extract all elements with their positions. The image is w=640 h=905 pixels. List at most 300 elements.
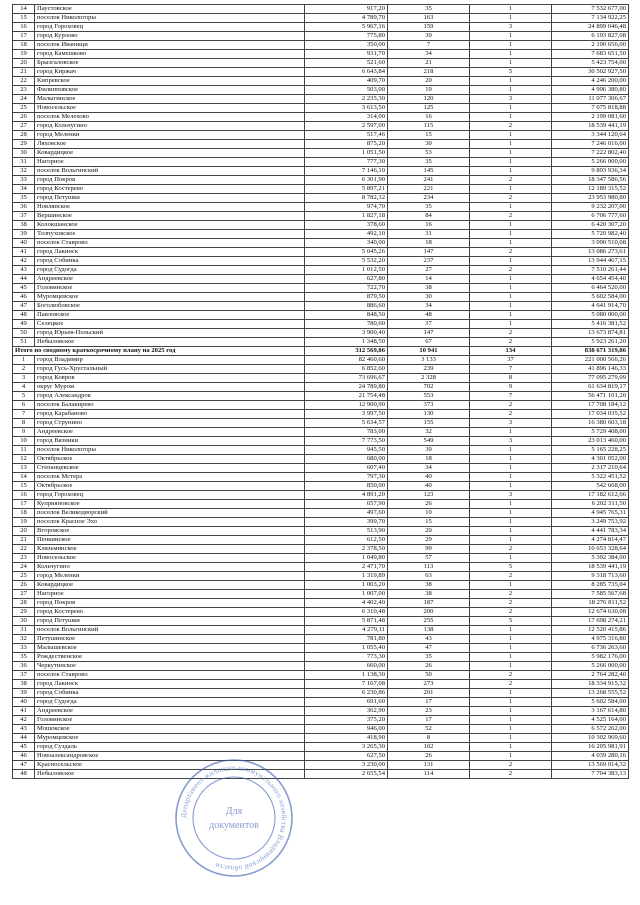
residents-count: 35: [388, 5, 470, 14]
table-row: [13, 410, 629, 419]
row-number: 44: [13, 275, 35, 284]
buildings-count: 2: [470, 266, 552, 275]
municipality-name: Кольчугино: [35, 563, 305, 572]
area-value: 691,60: [305, 698, 388, 707]
table-row: [13, 662, 629, 671]
row-number: 18: [13, 509, 35, 518]
cost-value: 2 317 210,64: [552, 464, 629, 473]
table-row: [13, 626, 629, 635]
row-number: 4: [13, 383, 35, 392]
stamp-center-text-1: Для: [225, 806, 243, 817]
table-row: [13, 590, 629, 599]
row-number: 18: [13, 41, 35, 50]
area-value: 6 310,48: [305, 608, 388, 617]
residents-count: 16: [388, 221, 470, 230]
total-cost: 838 671 319,86: [552, 347, 629, 356]
table-row: [13, 104, 629, 113]
row-number: 31: [13, 626, 35, 635]
municipality-name: поселок Красное Эхо: [35, 518, 305, 527]
area-value: 492,10: [305, 230, 388, 239]
area-value: 24 789,80: [305, 383, 388, 392]
cost-value: 6 736 263,60: [552, 644, 629, 653]
row-number: 39: [13, 230, 35, 239]
cost-value: 6 193 827,08: [552, 32, 629, 41]
residents-count: 67: [388, 338, 470, 347]
residents-count: 130: [388, 410, 470, 419]
row-number: 50: [13, 329, 35, 338]
buildings-count: 1: [470, 77, 552, 86]
area-value: 1 055,40: [305, 644, 388, 653]
area-value: 5 967,16: [305, 23, 388, 32]
buildings-count: 1: [470, 653, 552, 662]
row-number: 22: [13, 545, 35, 554]
table-row: [13, 419, 629, 428]
residents-count: 43: [388, 635, 470, 644]
buildings-count: 1: [470, 50, 552, 59]
cost-value: 4 945 765,31: [552, 509, 629, 518]
area-value: 6 643,84: [305, 68, 388, 77]
cost-value: 5 923 261,20: [552, 338, 629, 347]
buildings-count: 9: [470, 383, 552, 392]
municipality-name: поселок Ставрово: [35, 239, 305, 248]
cost-value: 17 034 035,52: [552, 410, 629, 419]
area-value: 612,50: [305, 536, 388, 545]
area-value: 607,40: [305, 464, 388, 473]
cost-value: 542 668,00: [552, 482, 629, 491]
buildings-count: 2: [470, 410, 552, 419]
cost-value: 5 729 408,00: [552, 428, 629, 437]
municipality-name: город Покров: [35, 599, 305, 608]
residents-count: 21: [388, 59, 470, 68]
cost-value: 13 086 273,61: [552, 248, 629, 257]
buildings-count: 2: [470, 194, 552, 203]
buildings-count: 1: [470, 320, 552, 329]
residents-count: 23: [388, 707, 470, 716]
municipality-name: Красносельское: [35, 761, 305, 770]
area-value: 974,70: [305, 203, 388, 212]
row-number: 28: [13, 599, 35, 608]
table-row: [13, 392, 629, 401]
buildings-count: 5: [470, 617, 552, 626]
table-row: [13, 131, 629, 140]
row-number: 23: [13, 554, 35, 563]
municipality-name: город Судогда: [35, 266, 305, 275]
cost-value: 13 673 874,81: [552, 329, 629, 338]
buildings-count: 1: [470, 5, 552, 14]
area-value: 657,90: [305, 500, 388, 509]
row-number: 26: [13, 113, 35, 122]
table-row: [13, 230, 629, 239]
stamp-ring-text-path: Департамент жилищно-коммунального хозяйства Владимирской области: [178, 762, 290, 874]
table-row: [13, 554, 629, 563]
area-value: 4 789,70: [305, 14, 388, 23]
cost-value: 7 585 567,68: [552, 590, 629, 599]
document-sheet: [12, 4, 628, 779]
table-row: [13, 77, 629, 86]
buildings-count: 1: [470, 518, 552, 527]
residents-count: 84: [388, 212, 470, 221]
residents-count: 34: [388, 50, 470, 59]
table-row: [13, 23, 629, 32]
table-row: [13, 320, 629, 329]
municipality-name: Селецкое: [35, 320, 305, 329]
table-row: [13, 122, 629, 131]
buildings-count: 7: [470, 365, 552, 374]
table-row: [13, 221, 629, 230]
area-value: 497,60: [305, 509, 388, 518]
municipality-name: поселок Балакирево: [35, 401, 305, 410]
residents-count: 26: [388, 500, 470, 509]
residents-count: 17: [388, 698, 470, 707]
row-number: 1: [13, 356, 35, 365]
row-number: 29: [13, 140, 35, 149]
buildings-count: 1: [470, 464, 552, 473]
cost-value: 7 134 922,25: [552, 14, 629, 23]
area-value: 848,50: [305, 311, 388, 320]
row-number: 38: [13, 680, 35, 689]
cost-value: 12 520 415,86: [552, 626, 629, 635]
municipality-name: город Петушки: [35, 194, 305, 203]
area-value: 660,00: [305, 662, 388, 671]
row-number: 51: [13, 338, 35, 347]
buildings-count: 1: [470, 185, 552, 194]
area-value: 5 045,26: [305, 248, 388, 257]
table-row: [13, 284, 629, 293]
table-row: [13, 86, 629, 95]
buildings-count: 1: [470, 689, 552, 698]
residents-count: 34: [388, 464, 470, 473]
municipality-name: Новоалександровское: [35, 752, 305, 761]
residents-count: 35: [388, 203, 470, 212]
area-value: 3 997,50: [305, 410, 388, 419]
residents-count: 30: [388, 293, 470, 302]
municipality-name: город Покров: [35, 176, 305, 185]
buildings-count: 1: [470, 131, 552, 140]
cost-value: 18 347 586,56: [552, 176, 629, 185]
cost-value: 77 095 279,09: [552, 374, 629, 383]
buildings-count: 3: [470, 437, 552, 446]
residents-count: 57: [388, 554, 470, 563]
area-value: 340,00: [305, 239, 388, 248]
municipality-name: Небыловское: [35, 338, 305, 347]
cost-value: 7 704 383,13: [552, 770, 629, 779]
cost-value: 17 708 184,12: [552, 401, 629, 410]
table-row: [13, 248, 629, 257]
cost-value: 6 202 311,50: [552, 500, 629, 509]
cost-value: 7 683 651,50: [552, 50, 629, 59]
buildings-count: 1: [470, 203, 552, 212]
row-number: 15: [13, 14, 35, 23]
row-number: 47: [13, 761, 35, 770]
buildings-count: 1: [470, 554, 552, 563]
cost-value: 9 232 207,00: [552, 203, 629, 212]
row-number: 27: [13, 590, 35, 599]
buildings-count: 2: [470, 338, 552, 347]
buildings-count: 2: [470, 122, 552, 131]
buildings-count: 2: [470, 401, 552, 410]
area-value: 2 597,00: [305, 122, 388, 131]
buildings-count: 1: [470, 32, 552, 41]
cost-value: 5 423 754,00: [552, 59, 629, 68]
row-number: 43: [13, 266, 35, 275]
area-value: 2 471,70: [305, 563, 388, 572]
municipality-name: Небыловское: [35, 770, 305, 779]
municipality-name: поселок Мстера: [35, 473, 305, 482]
area-value: 82 460,60: [305, 356, 388, 365]
buildings-count: 1: [470, 662, 552, 671]
area-value: 945,50: [305, 446, 388, 455]
row-number: 19: [13, 518, 35, 527]
buildings-count: 1: [470, 626, 552, 635]
row-number: 8: [13, 419, 35, 428]
residents-count: 15: [388, 518, 470, 527]
residents-count: 218: [388, 68, 470, 77]
row-number: 27: [13, 122, 35, 131]
area-value: 886,60: [305, 302, 388, 311]
municipality-name: Мошокское: [35, 725, 305, 734]
cost-value: 7 222 802,40: [552, 149, 629, 158]
area-value: 5 634,57: [305, 419, 388, 428]
cost-value: 3 249 753,92: [552, 518, 629, 527]
area-value: 773,30: [305, 653, 388, 662]
row-number: 22: [13, 77, 35, 86]
row-number: 24: [13, 563, 35, 572]
residents-count: 125: [388, 104, 470, 113]
residents-count: 18: [388, 239, 470, 248]
residents-count: 52: [388, 725, 470, 734]
row-number: 31: [13, 158, 35, 167]
area-value: 3 265,30: [305, 743, 388, 752]
table-row: [13, 491, 629, 500]
area-value: 1 138,30: [305, 671, 388, 680]
residents-count: 16: [388, 113, 470, 122]
cost-value: 5 982 176,00: [552, 653, 629, 662]
cost-value: 13 268 555,52: [552, 689, 629, 698]
area-value: 777,30: [305, 158, 388, 167]
buildings-count: 1: [470, 716, 552, 725]
row-number: 32: [13, 167, 35, 176]
table-row: [13, 644, 629, 653]
buildings-count: 1: [470, 500, 552, 509]
residents-count: 38: [388, 284, 470, 293]
buildings-count: 2: [470, 680, 552, 689]
buildings-count: 3: [470, 23, 552, 32]
cost-value: 6 464 520,00: [552, 284, 629, 293]
municipality-name: Андреевское: [35, 707, 305, 716]
residents-count: 234: [388, 194, 470, 203]
table-row: [13, 158, 629, 167]
table-body-part2: [13, 356, 629, 779]
cost-value: 17 698 274,21: [552, 617, 629, 626]
municipality-name: город Костерево: [35, 608, 305, 617]
buildings-count: 1: [470, 149, 552, 158]
row-number: 15: [13, 482, 35, 491]
cost-value: 5 602 584,00: [552, 698, 629, 707]
residents-count: 138: [388, 626, 470, 635]
row-number: 30: [13, 149, 35, 158]
table-row: [13, 473, 629, 482]
cost-value: 13 944 467,15: [552, 257, 629, 266]
municipality-name: Муромцевское: [35, 293, 305, 302]
table-row: [13, 212, 629, 221]
residents-count: 39: [388, 32, 470, 41]
municipality-name: Малышевское: [35, 644, 305, 653]
table-row: [13, 464, 629, 473]
residents-count: 221: [388, 185, 470, 194]
residents-count: 549: [388, 437, 470, 446]
municipality-name: Паустовское: [35, 5, 305, 14]
area-value: 399,70: [305, 518, 388, 527]
total-label: Итого по сводному краткосрочному плану на 2025 год: [13, 347, 305, 356]
table-row: [13, 545, 629, 554]
residents-count: 38: [388, 590, 470, 599]
residents-count: 201: [388, 689, 470, 698]
row-number: 44: [13, 734, 35, 743]
buildings-count: 1: [470, 707, 552, 716]
residents-count: 237: [388, 257, 470, 266]
row-number: 40: [13, 698, 35, 707]
total-buildings: 134: [470, 347, 552, 356]
buildings-count: 8: [470, 374, 552, 383]
row-number: 43: [13, 725, 35, 734]
cost-value: 3 090 510,08: [552, 239, 629, 248]
cost-value: 4 441 783,34: [552, 527, 629, 536]
area-value: 1 827,18: [305, 212, 388, 221]
residents-count: 115: [388, 122, 470, 131]
table-row: [13, 14, 629, 23]
municipality-name: Куприяновское: [35, 500, 305, 509]
area-value: 7 146,10: [305, 167, 388, 176]
area-value: 1 348,50: [305, 338, 388, 347]
row-number: 46: [13, 293, 35, 302]
buildings-count: 2: [470, 761, 552, 770]
municipality-name: город Костерево: [35, 185, 305, 194]
buildings-count: 1: [470, 59, 552, 68]
row-number: 45: [13, 284, 35, 293]
buildings-count: 2: [470, 590, 552, 599]
residents-count: 99: [388, 545, 470, 554]
buildings-count: 5: [470, 563, 552, 572]
area-value: 1 003,20: [305, 581, 388, 590]
row-number: 37: [13, 671, 35, 680]
residents-count: 145: [388, 167, 470, 176]
municipality-name: Нагорное: [35, 590, 305, 599]
cost-value: 7 532 677,00: [552, 5, 629, 14]
municipality-name: поселок Великодворский: [35, 509, 305, 518]
row-number: 34: [13, 185, 35, 194]
row-number: 42: [13, 257, 35, 266]
municipality-name: Нагорное: [35, 158, 305, 167]
table-row: [13, 302, 629, 311]
table-row: [13, 698, 629, 707]
residents-count: 114: [388, 770, 470, 779]
area-value: 946,00: [305, 725, 388, 734]
row-number: 26: [13, 581, 35, 590]
residents-count: 2 328: [388, 374, 470, 383]
area-value: 627,80: [305, 275, 388, 284]
row-number: 33: [13, 644, 35, 653]
municipality-name: поселок Ставрово: [35, 671, 305, 680]
municipality-name: Новосельское: [35, 554, 305, 563]
buildings-count: 2: [470, 329, 552, 338]
residents-count: 273: [388, 680, 470, 689]
table-body-part1: [13, 5, 629, 347]
capital-repair-plan-table: [12, 4, 629, 779]
residents-count: 38: [388, 581, 470, 590]
table-row: [13, 482, 629, 491]
residents-count: 702: [388, 383, 470, 392]
cost-value: 5 080 000,00: [552, 311, 629, 320]
residents-count: 7: [388, 41, 470, 50]
row-number: 3: [13, 374, 35, 383]
area-value: 2 378,50: [305, 545, 388, 554]
cost-value: 5 266 000,00: [552, 662, 629, 671]
cost-value: 18 539 441,19: [552, 122, 629, 131]
table-row: [13, 32, 629, 41]
buildings-count: 1: [470, 104, 552, 113]
area-value: 680,00: [305, 455, 388, 464]
cost-value: 5 720 982,40: [552, 230, 629, 239]
total-count: 10 941: [388, 347, 470, 356]
table-row: [13, 293, 629, 302]
table-row: [13, 374, 629, 383]
row-number: 10: [13, 437, 35, 446]
municipality-name: округ Муром: [35, 383, 305, 392]
table-row: [13, 194, 629, 203]
buildings-count: 1: [470, 221, 552, 230]
table-row: [13, 329, 629, 338]
table-row: [13, 446, 629, 455]
area-value: 797,30: [305, 473, 388, 482]
row-number: 40: [13, 239, 35, 248]
cost-value: 10 302 969,60: [552, 734, 629, 743]
cost-value: 5 416 381,52: [552, 320, 629, 329]
area-value: 6 230,86: [305, 689, 388, 698]
table-row: [13, 41, 629, 50]
cost-value: 18 539 441,19: [552, 563, 629, 572]
buildings-count: 1: [470, 446, 552, 455]
municipality-name: Клязьминское: [35, 545, 305, 554]
table-row: [13, 518, 629, 527]
residents-count: 50: [388, 671, 470, 680]
buildings-count: 1: [470, 698, 552, 707]
table-row: [13, 725, 629, 734]
cost-value: 12 189 315,52: [552, 185, 629, 194]
area-value: 3 230,00: [305, 761, 388, 770]
cost-value: 3 344 120,64: [552, 131, 629, 140]
area-value: 362,90: [305, 707, 388, 716]
table-row: [13, 239, 629, 248]
municipality-name: Кипревское: [35, 77, 305, 86]
table-row: [13, 275, 629, 284]
buildings-count: 3: [470, 419, 552, 428]
cost-value: 16 205 981,91: [552, 743, 629, 752]
area-value: 4 402,40: [305, 599, 388, 608]
municipality-name: город Курлово: [35, 32, 305, 41]
buildings-count: 1: [470, 257, 552, 266]
cost-value: 6 572 262,00: [552, 725, 629, 734]
cost-value: 61 634 819,17: [552, 383, 629, 392]
area-value: 418,90: [305, 734, 388, 743]
cost-value: 12 674 630,08: [552, 608, 629, 617]
table-row: [13, 455, 629, 464]
municipality-name: Пенкинское: [35, 536, 305, 545]
cost-value: 4 975 316,80: [552, 635, 629, 644]
row-number: 16: [13, 23, 35, 32]
buildings-count: 1: [470, 509, 552, 518]
municipality-name: город Карабаново: [35, 410, 305, 419]
table-row: [13, 635, 629, 644]
